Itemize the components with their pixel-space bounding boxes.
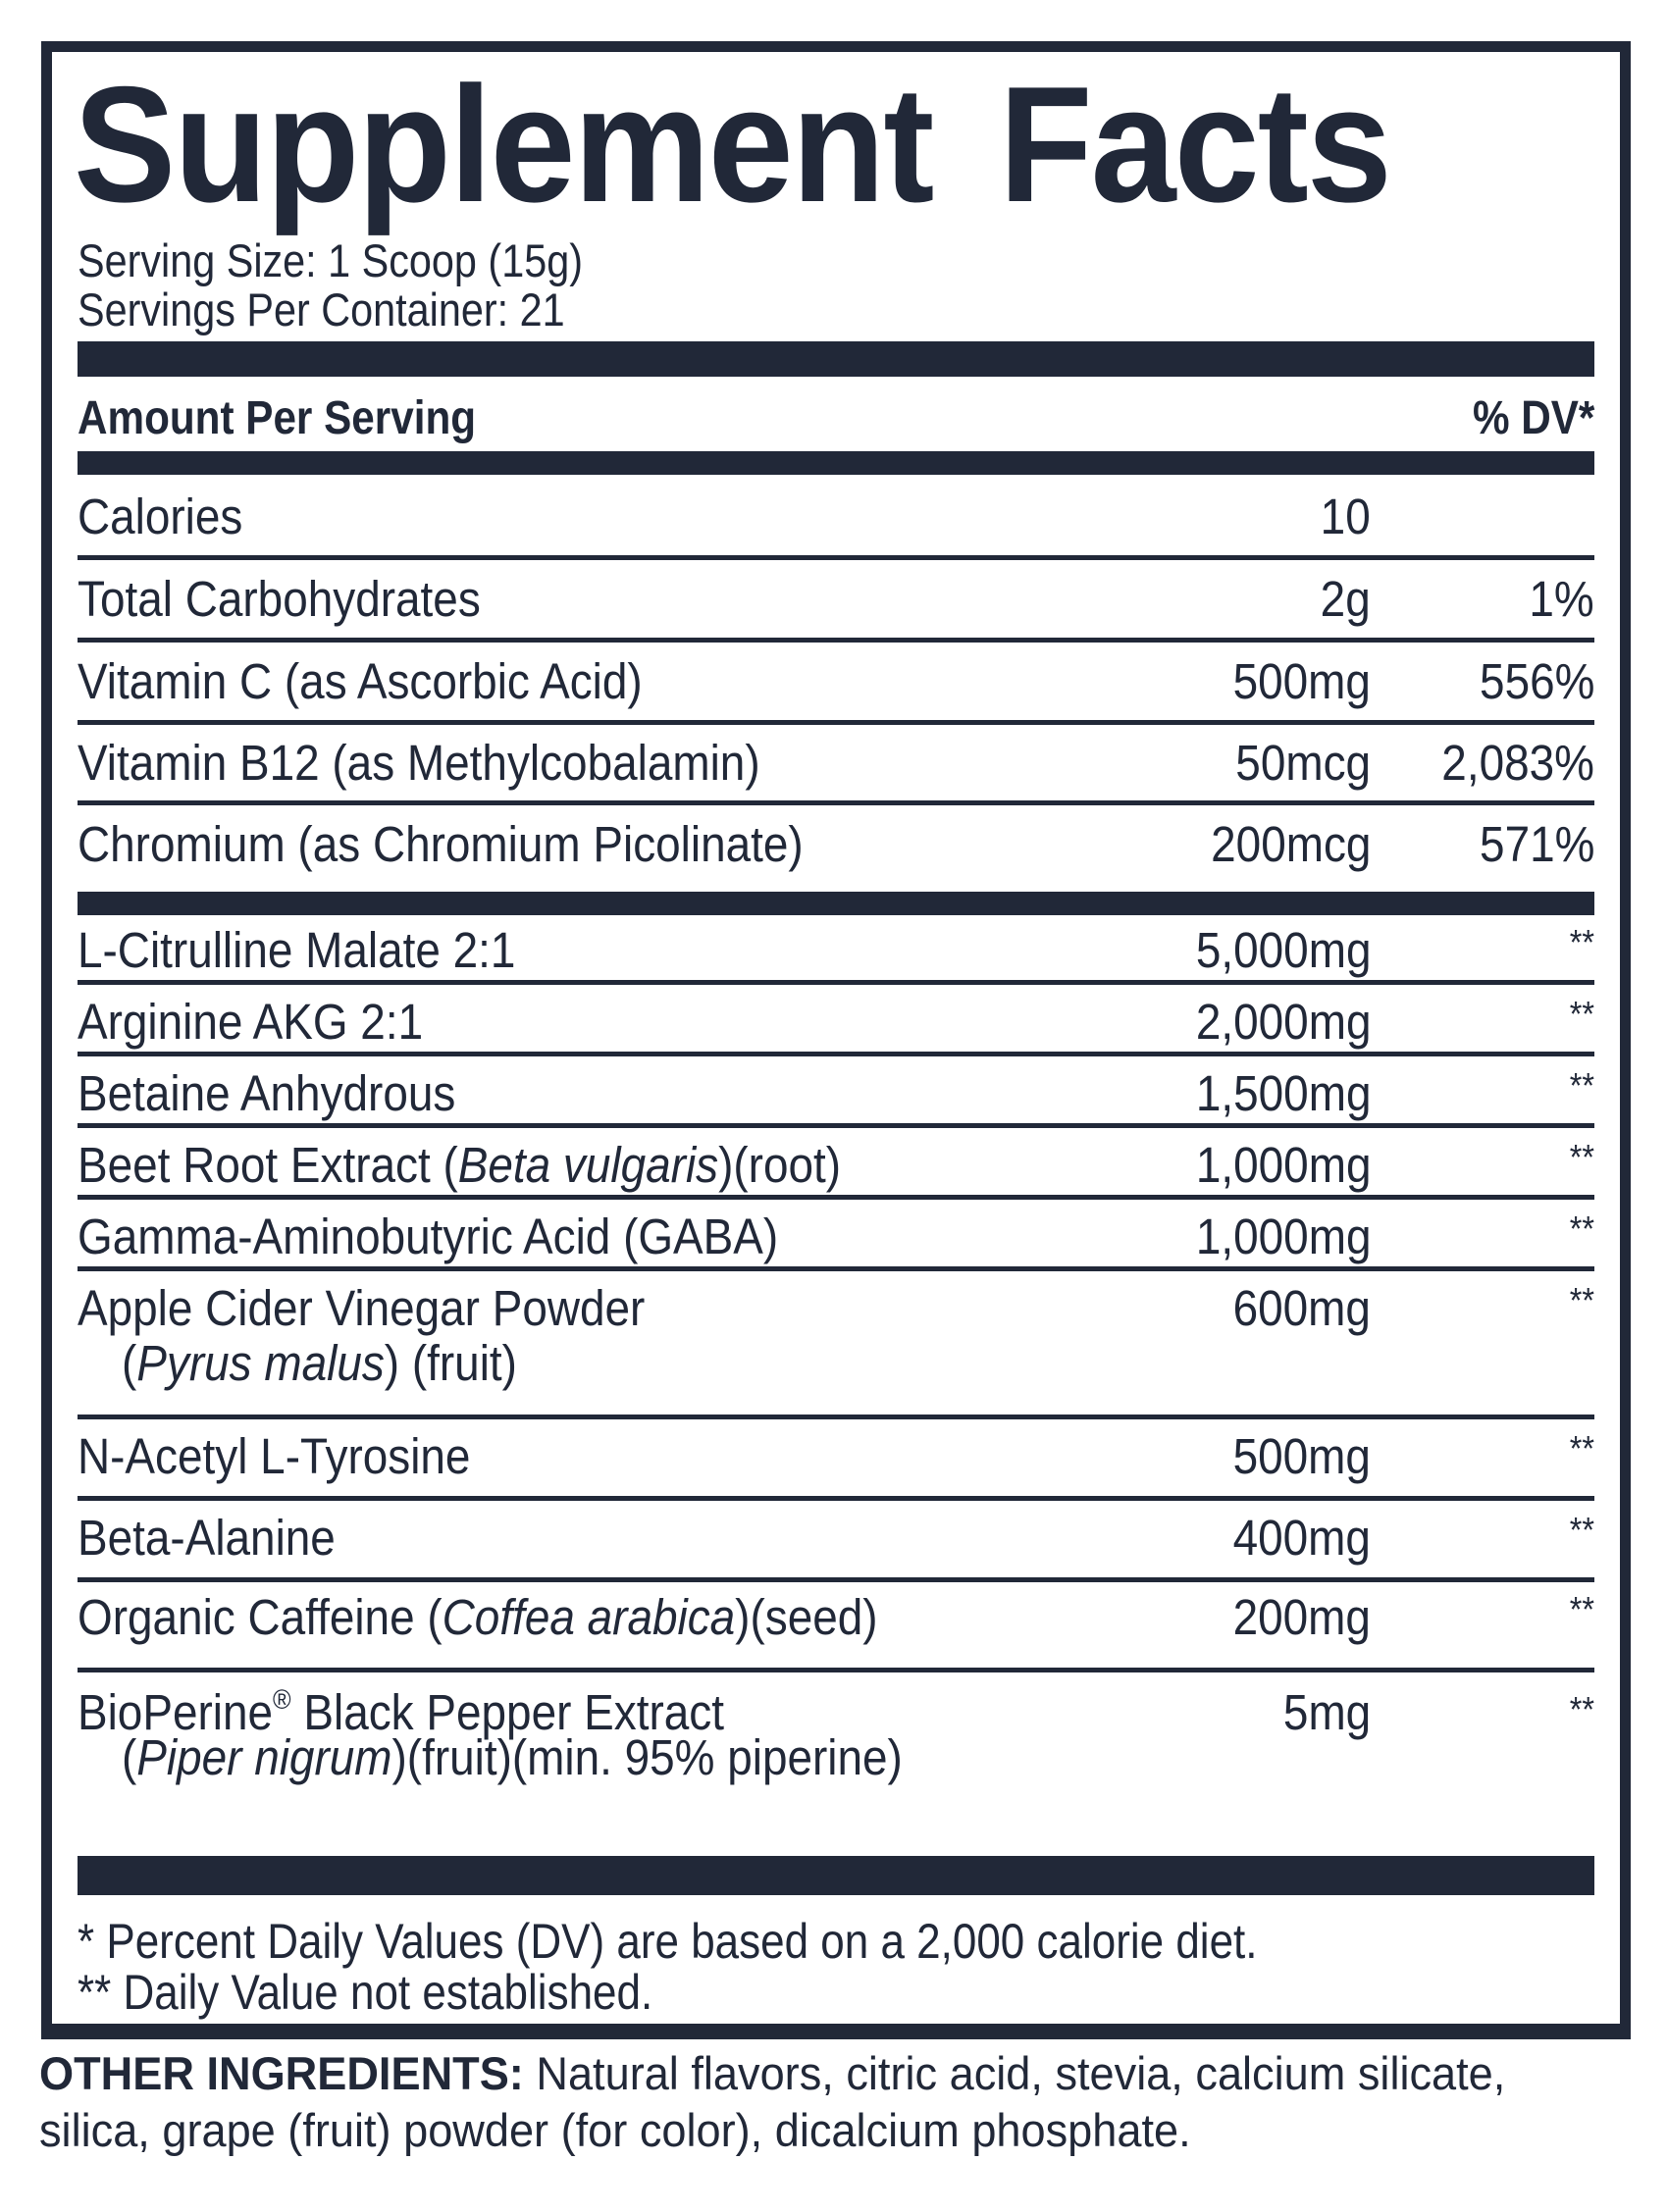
ingredient-dv: ** (1569, 1510, 1594, 1550)
thick-divider (78, 1856, 1594, 1895)
ingredient-name: Apple Cider Vinegar Powder (Pyrus malus) (fruit) (78, 1280, 646, 1391)
nutrient-amount: 50mcg (1235, 735, 1371, 791)
row-divider (78, 1577, 1594, 1582)
ingredient-dv: ** (1569, 1065, 1594, 1106)
nutrient-dv: 2,083% (1441, 735, 1594, 791)
thick-divider (78, 341, 1594, 377)
ingredient-name: BioPerine® Black Pepper Extract (Piper nigrum)(fruit)(min. 95% piperine) (78, 1683, 903, 1785)
serving-size: Serving Size: 1 Scoop (15g) (78, 234, 583, 286)
medium-divider (78, 892, 1594, 915)
ingredient-name: Beta-Alanine (78, 1510, 336, 1566)
ingredient-amount: 600mg (1232, 1280, 1371, 1336)
nutrient-dv: 571% (1479, 816, 1594, 872)
nutrient-dv: 1% (1529, 571, 1594, 627)
ingredient-amount: 2,000mg (1195, 994, 1371, 1050)
row-divider (78, 1668, 1594, 1672)
ingredient-name: Beet Root Extract (Beta vulgaris)(root) (78, 1137, 842, 1193)
row-divider (78, 720, 1594, 725)
nutrient-name: Calories (78, 489, 243, 544)
nutrient-name: Total Carbohydrates (78, 571, 481, 627)
row-divider (78, 555, 1594, 560)
row-divider (78, 638, 1594, 643)
nutrient-amount: 2g (1320, 571, 1371, 627)
row-divider (78, 1496, 1594, 1501)
ingredient-amount: 5,000mg (1195, 922, 1371, 978)
medium-divider (78, 451, 1594, 475)
supplement-facts-panel (41, 41, 1631, 2039)
ingredient-amount: 400mg (1232, 1510, 1371, 1566)
ingredient-amount: 1,500mg (1195, 1065, 1371, 1121)
ingredient-dv: ** (1569, 1689, 1594, 1729)
ingredient-name: L-Citrulline Malate 2:1 (78, 922, 516, 978)
nutrient-name: Vitamin B12 (as Methylcobalamin) (78, 735, 760, 791)
ingredient-dv: ** (1569, 1137, 1594, 1177)
serving-info (78, 236, 583, 334)
panel-content (74, 52, 1594, 2024)
row-divider (78, 1052, 1594, 1056)
ingredient-dv: ** (1569, 922, 1594, 962)
panel-title: Supplement Facts (74, 52, 1390, 236)
nutrient-name: Chromium (as Chromium Picolinate) (78, 816, 804, 872)
nutrient-amount: 200mcg (1210, 816, 1371, 872)
row-divider (78, 1415, 1594, 1419)
row-divider (78, 980, 1594, 985)
footnote-dv: * Percent Daily Values (DV) are based on a 2,000 calorie diet. (78, 1914, 1258, 1969)
ingredient-amount: 500mg (1232, 1428, 1371, 1484)
other-ingredients-text: Natural flavors, citric acid, stevia, calcium silicate, silica, grape (fruit) powder (for color), dicalcium phosphate. (39, 2047, 1506, 2156)
row-divider (78, 1266, 1594, 1271)
ingredient-name: N-Acetyl L-Tyrosine (78, 1428, 471, 1484)
nutrient-dv: 556% (1479, 653, 1594, 709)
footnotes (78, 1916, 1258, 2018)
header-amount-per-serving: Amount Per Serving (78, 392, 477, 444)
ingredient-name: Organic Caffeine (Coffea arabica)(seed) (78, 1589, 878, 1645)
ingredient-dv: ** (1569, 1209, 1594, 1249)
ingredient-name: Gamma-Aminobutyric Acid (GABA) (78, 1209, 779, 1264)
other-ingredients-label: OTHER INGREDIENTS: (39, 2047, 524, 2099)
row-divider (78, 1195, 1594, 1200)
row-divider (78, 1123, 1594, 1128)
ingredient-dv: ** (1569, 1280, 1594, 1320)
nutrient-name: Vitamin C (as Ascorbic Acid) (78, 653, 643, 709)
row-divider (78, 800, 1594, 805)
ingredient-dv: ** (1569, 994, 1594, 1034)
servings-per-container: Servings Per Container: 21 (78, 283, 565, 335)
footnote-not-established: ** Daily Value not established. (78, 1965, 653, 2020)
ingredient-amount: 1,000mg (1195, 1137, 1371, 1193)
ingredient-dv: ** (1569, 1589, 1594, 1629)
nutrient-amount: 500mg (1232, 653, 1371, 709)
ingredient-name: Arginine AKG 2:1 (78, 994, 424, 1050)
ingredient-amount: 200mg (1232, 1589, 1371, 1645)
ingredient-amount: 1,000mg (1195, 1209, 1371, 1264)
other-ingredients (39, 2045, 1584, 2159)
header-dv: % DV* (1472, 392, 1594, 444)
nutrient-amount: 10 (1320, 489, 1371, 544)
ingredient-amount: 5mg (1282, 1684, 1371, 1740)
ingredient-name: Betaine Anhydrous (78, 1065, 456, 1121)
ingredient-dv: ** (1569, 1428, 1594, 1468)
